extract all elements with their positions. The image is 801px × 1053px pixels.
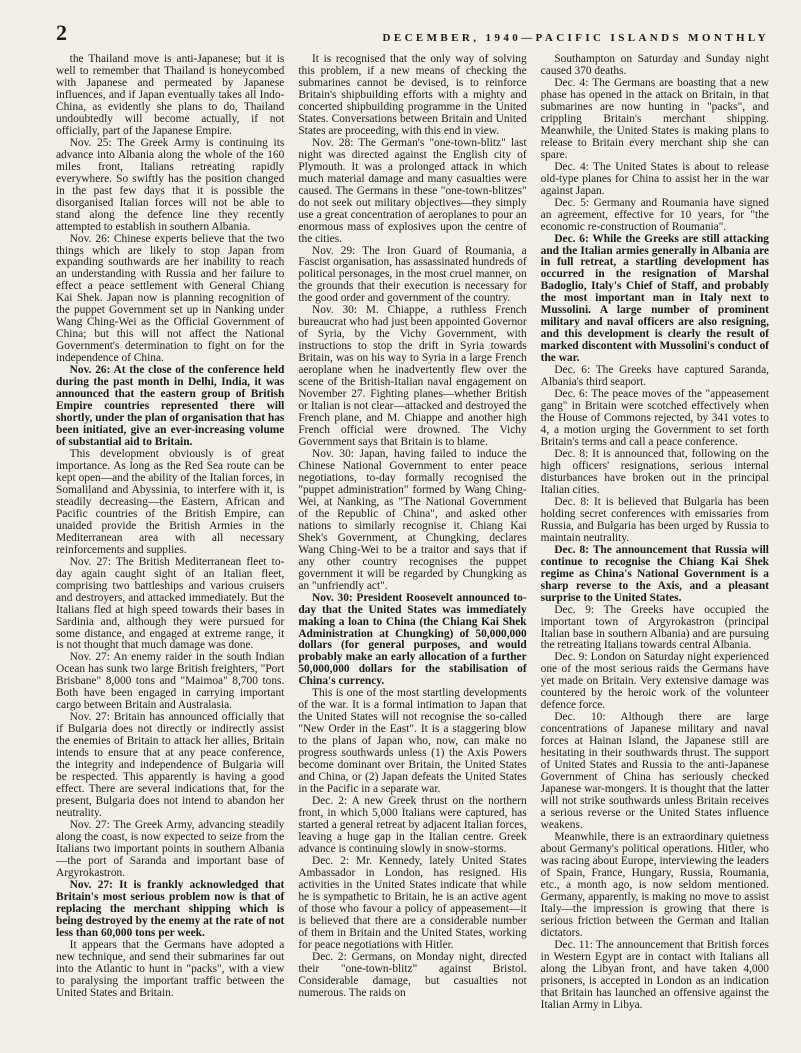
news-paragraph: Dec. 11: The announcement that British forces in Western Egypt are in contact with Italians all along the Libyan front, and have taken 4,000 prisoners, is accepted in London as an indication that Britain has launched an offensive against the Italian Army in Libya. xyxy=(540,938,769,1011)
news-paragraph: Dec. 5: Germany and Roumania have signed an agreement, effective for 10 years, for "the economic re-construction of Roumania". xyxy=(540,196,769,233)
news-paragraph: Nov. 30: President Roosevelt announced to-day that the United States was immediately making a loan to China (the Chiang Kai Shek Administration at Chungking) of 50,000,000 dollars (for general purposes, and would probably make an early allocation of a further 50,000,000 dollars for the stabilisation of China's currency. xyxy=(298,591,527,688)
news-paragraph: Dec. 2: Mr. Kennedy, lately United States Ambassador in London, has resigned. His activities in the United States indicate that while he is sympathetic to Britain, he is an active agent of those who favour a policy of appeasement—it is believed that there are a considerable number of them in Britain and the United States, working for peace negotiations with Hitler. xyxy=(298,854,527,951)
page-number: 2 xyxy=(56,20,67,45)
news-paragraph: Southampton on Saturday and Sunday night caused 370 deaths. xyxy=(540,53,769,77)
news-paragraph: This is one of the most startling developments of the war. It is a formal intimation to Japan that the United States will not recognise the so-called "New Order in the East". It is a staggering blow to the plans of Japan who, now, can make no progress southwards unless (1) the Axis Powers become dominant over Britain, the United States and China, or (2) Japan defeats the United States in the Pacific in a separate war. xyxy=(298,687,527,796)
news-paragraph: Nov. 27: It is frankly acknowledged that Britain's most serious problem now is that of replacing the merchant shipping which is being destroyed by the enemy at the rate of not less than 60,000 tons per week. xyxy=(56,878,285,939)
news-paragraph: Dec. 2: Germans, on Monday night, directed their "one-town-blitz" against Bristol. Considerable damage, but casualties not numerous. The raids on xyxy=(298,950,527,999)
article-columns xyxy=(56,54,769,1012)
column-3 xyxy=(541,54,769,1012)
news-paragraph: Dec. 8: It is announced that, following on the high officers' resignations, serious internal disturbances have broken out in the principal Italian cities. xyxy=(540,447,769,496)
news-paragraph: Nov. 26: At the close of the conference held during the past month in Delhi, India, it was announced that the eastern group of British Empire countries represented there will shortly, under the plan of organisation that has been initiated, give an ever-increasing volume of substantial aid to Britain. xyxy=(56,364,285,448)
news-paragraph: Dec. 4: The United States is about to release old-type planes for China to assist her in the war against Japan. xyxy=(540,160,769,197)
news-paragraph: Dec. 8: It is believed that Bulgaria has been holding secret conferences with emissaries from Russia, and Bulgaria has been urged by Russia to maintain neutrality. xyxy=(540,495,769,544)
news-paragraph: Nov. 27: The British Mediterranean fleet to-day again caught sight of an Italian fleet, comprising two battleships and various cruisers and destroyers, and attacked immediately. But the Italians fled at high speed towards their bases in Sardinia and, although they were pursued for some distance, and engaged at extreme range, it is not thought that much damage was done. xyxy=(56,555,285,652)
news-paragraph: Dec. 2: A new Greek thrust on the northern front, in which 5,000 Italians were captured, has started a general retreat by adjacent Italian forces, leaving a huge gap in the Italian centre. Greek advance is continuing slowly in snow-storms. xyxy=(298,795,527,855)
news-paragraph: Dec. 6: While the Greeks are still attacking and the Italian armies generally in Albania are in full retreat, a startling development has occurred in the resignation of Marshal Badoglio, Italy's Chief of Staff, and probably the most important man in Italy next to Mussolini. A large number of prominent military and naval officers are also resigning, and this development is clearly the result of marked discontent with Mussolini's conduct of the war. xyxy=(540,232,769,365)
news-paragraph: Dec. 9: The Greeks have occupied the important town of Argyrokastron (principal Italian base in southern Albania) and are pursuing the retreating Italians towards central Albania. xyxy=(540,603,769,652)
column-2 xyxy=(298,54,526,1012)
news-paragraph: Nov. 27: Britain has announced officially that if Bulgaria does not directly or indirectly assist the enemies of Britain to attack her allies, Britain intends to ensure that at any peace conference, the integrity and independence of Bulgaria will be respected. This apparently is having a good effect. There are several indications that, for the present, Bulgaria does not intend to abandon her neutrality. xyxy=(56,711,285,820)
page-header xyxy=(56,14,769,44)
news-paragraph: Dec. 9: London on Saturday night experienced one of the most serious raids the Germans have yet made on Britain. Very extensive damage was countered by the heroic work of the volunteer defence force. xyxy=(540,651,769,712)
column-1 xyxy=(56,54,284,1012)
news-paragraph: Meanwhile, there is an extraordinary quietness about Germany's political operations. Hitler, who was racing about Europe, interviewing the leaders of Spain, France, Hungary, Russia, Roumania, etc., a month ago, is now seldom mentioned. Germany, apparently, is making no move to assist Italy—the impression is growing that there is serious friction between the German and Italian dictators. xyxy=(540,830,769,939)
news-paragraph: Nov. 28: The German's "one-town-blitz" last night was directed against the English city of Plymouth. It was a prolonged attack in which much material damage and many casualties were caused. The Germans in these "one-town-blitzes" do not seek out military objectives—they simply use a great concentration of aeroplanes to pour an enormous mass of explosives upon the centre of the cities. xyxy=(298,136,527,245)
news-paragraph: the Thailand move is anti-Japanese; but it is well to remember that Thailand is honeycombed with Japanese and permeated by Japanese influences, and if Japan eventually takes all Indo-China, as evidently she plans to do, Thailand undoubtedly will become actually, if not officially, part of the Japanese Empire. xyxy=(56,53,285,137)
news-paragraph: Nov. 30: M. Chiappe, a ruthless French bureaucrat who had just been appointed Governor of Syria, by the Vichy Government, with instructions to stop the drift in Syria towards Britain, was on his way to Syria in a large French aeroplane when he inadvertently flew over the scene of the British-Italian naval engagement on November 27. Fighting planes—whether British or Italian is not clear—attacked and destroyed the French plane, and M. Chiappe and another high French official were drowned. The Vichy Government says that Britain is to blame. xyxy=(298,304,527,448)
news-paragraph: Nov. 29: The Iron Guard of Roumania, a Fascist organisation, has assassinated hundreds of political personages, in the most cruel manner, on the grounds that their execution is necessary for the good order and government of the country. xyxy=(298,244,527,305)
news-paragraph: Nov. 25: The Greek Army is continuing its advance into Albania along the whole of the 160 miles front, Italians retreating rapidly everywhere. So swiftly has the position changed in the past few days that it is possible the disorganised Italian forces will not be able to stand along the defence line they recently attempted to establish in southern Albania. xyxy=(56,136,285,233)
news-paragraph: Nov. 26: Chinese experts believe that the two things which are likely to stop Japan from expanding southwards are her inability to reach an understanding with Russia and her failure to effect a peace settlement with General Chiang Kai Shek. Japan now is planning recognition of the puppet Government set up in Nanking under Wang Ching-Wei as the Official Government of China; but this will not affect the National Government's determination to fight on for the independence of China. xyxy=(56,232,285,365)
news-paragraph: Nov. 27: The Greek Army, advancing steadily along the coast, is now expected to seize from the Italians two important points in southern Albania—the port of Saranda and important base of Argyrokastron. xyxy=(56,819,285,879)
news-paragraph: Dec. 10: Although there are large concentrations of Japanese military and naval forces at Hainan Island, the Japanese still are hesitating in their southwards thrust. The support of United States and Russia to the anti-Japanese Government of China has seriously checked Japanese war-mongers. It is thought that the latter will not strike southwards unless Britain receives a serious reverse or the United States influence weakens. xyxy=(540,711,769,831)
news-paragraph: Dec. 4: The Germans are boasting that a new phase has opened in the attack on Britain, in that submarines are now hunting in "packs", and crippling Britain's merchant shipping. Meanwhile, the United States is making plans to release to Britain every merchant ship she can spare. xyxy=(540,76,769,161)
running-head: DECEMBER, 1940—PACIFIC ISLANDS MONTHLY xyxy=(382,32,769,44)
news-paragraph: Dec. 8: The announcement that Russia will continue to recognise the Chiang Kai Shek regime as China's National Government is a sharp reverse to the Axis, and a pleasant surprise to the United States. xyxy=(540,543,769,604)
news-paragraph: Nov. 30: Japan, having failed to induce the Chinese National Government to enter peace negotiations, to-day formally recognised the "puppet administration" formed by Wang Ching-Wei, at Nanking, as "The National Government of the Republic of China", and asked other nations to similarly recognise it. Chiang Kai Shek's Government, at Chungking, declares Wang Ching-Wei to be a traitor and says that if any other country recognises the puppet government it will be regarded by Chungking as an "unfriendly act". xyxy=(298,447,527,592)
news-paragraph: Dec. 6: The peace moves of the "appeasement gang" in Britain were scotched effectively when the House of Commons rejected, by 341 votes to 4, a motion urging the Government to set forth Britain's terms and call a peace conference. xyxy=(540,388,769,448)
news-paragraph: This development obviously is of great importance. As long as the Red Sea route can be kept open—and the ability of the Italian forces, in Somaliland and Abyssinia, to interfere with it, is steadily decreasing—the Eastern, African and Pacific countries of the British Empire, can unaided provide the British Armies in the Mediterranean area with all necessary reinforcements and supplies. xyxy=(56,447,285,556)
news-paragraph: Dec. 6: The Greeks have captured Saranda, Albania's third seaport. xyxy=(540,364,769,389)
news-paragraph: It is recognised that the only way of solving this problem, if a new means of checking the submarines cannot be devised, is to reinforce Britain's shipbuilding efforts with a mighty and concerted shipbuilding programme in the United States. Conversations between Britain and United States are proceeding, with this end in view. xyxy=(298,53,527,137)
news-paragraph: Nov. 27: An enemy raider in the south Indian Ocean has sunk two large British freighters, "Port Brisbane" 8,000 tons and "Maimoa" 8,700 tons. Both have been engaged in carrying important cargo between Britain and Australasia. xyxy=(56,651,285,712)
news-paragraph: It appears that the Germans have adopted a new technique, and send their submarines far out into the Atlantic to hunt in "packs", with a view to paralysing the important traffic between the United States and Britain. xyxy=(56,938,285,999)
